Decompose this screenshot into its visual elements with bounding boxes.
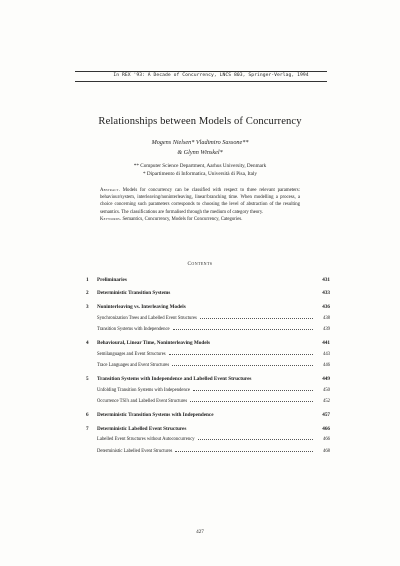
toc-leader-dots: [169, 350, 313, 355]
toc-leader-dots: [200, 314, 313, 319]
toc-subsection-page: 450: [322, 387, 330, 393]
toc-section-title: Behavioural, Linear Time, Noninterleaving Models: [97, 339, 210, 346]
toc-subsection-page: 438: [322, 315, 330, 321]
toc-section[interactable]: [86, 426, 334, 433]
toc-subsection[interactable]: [97, 350, 334, 359]
toc-subsection-page: 446: [322, 363, 330, 369]
toc-section[interactable]: [86, 277, 334, 284]
contents-heading: Contents: [187, 261, 213, 267]
toc-section-page: 441: [322, 339, 330, 346]
toc-section-page: 436: [322, 303, 330, 310]
toc-subsection-title: Trace Languages and Event Structures: [97, 363, 170, 369]
toc-subsection[interactable]: [97, 361, 334, 370]
toc-subsection-title: Unfolding Transition Systems with Independence: [97, 387, 190, 393]
toc-section-number: 3: [86, 303, 89, 310]
toc-section-title: Noninterleaving vs. Interleaving Models: [97, 303, 186, 310]
toc-subsection-title: Synchronization Trees and Labelled Event Structures: [97, 315, 197, 321]
toc-subsection-title: Deterministic Labelled Event Structures: [97, 448, 173, 454]
toc-leader-dots: [198, 435, 313, 440]
toc-section-number: 5: [86, 376, 89, 383]
toc-section-page: 449: [322, 376, 330, 383]
toc-leader-dots: [172, 361, 313, 366]
toc-subsection[interactable]: [97, 386, 334, 395]
paper-title: Relationships between Models of Concurrency: [98, 116, 302, 127]
affiliation-2: * Dipartimento di Informatica, Università di Pisa, Italy: [143, 171, 257, 177]
toc-subsection-title: Labelled Event Structures without Autoconcurrency: [97, 437, 195, 443]
toc-section-number: 1: [86, 277, 89, 283]
toc-subsection[interactable]: [97, 447, 334, 456]
table-of-contents: [86, 277, 334, 456]
page-number: 427: [196, 529, 204, 535]
toc-section[interactable]: [86, 340, 334, 347]
toc-section-number: 4: [86, 339, 89, 346]
header-rule-bottom: [75, 81, 327, 82]
toc-section-title: Deterministic Labelled Event Structures: [97, 425, 187, 432]
toc-subsection[interactable]: [97, 325, 334, 334]
toc-leader-dots: [190, 397, 313, 402]
toc-section-page: 457: [322, 412, 330, 419]
affiliation-1: ** Computer Science Department, Aarhus University, Denmark: [133, 163, 267, 169]
toc-section[interactable]: [86, 290, 334, 297]
toc-subsection-title: Occurrence TSI's and Labelled Event Structures: [97, 399, 188, 405]
header-rule-top: [75, 71, 327, 72]
toc-subsection-page: 468: [322, 448, 330, 454]
abstract: [100, 187, 300, 223]
toc-section-title: Transition Systems with Independence and Labelled Event Structures: [97, 376, 252, 383]
toc-subsection[interactable]: [97, 435, 334, 444]
toc-section-page: 431: [322, 277, 330, 283]
authors-line-2: & Glynn Winskel*: [177, 149, 223, 156]
toc-section-page: 433: [322, 290, 330, 297]
toc-subsection[interactable]: [97, 314, 334, 323]
toc-subsection-title: Semilanguages and Event Structures: [97, 351, 166, 357]
toc-section-number: 7: [86, 425, 89, 432]
abstract-text: Models for concurrency can be classified with respect to three relevant parameters: behaviour/system, interleaving/noninterleaving, linear/branching time. When modelling a process, a choice concerning such parameters corresponds to choosing the level of abstraction of the resulting semantics. The classifications are formalised through the medium of category theory.: [100, 188, 300, 215]
toc-section-page: 466: [322, 425, 330, 432]
toc-section[interactable]: [86, 304, 334, 311]
toc-section-title: Deterministic Transition Systems: [97, 290, 171, 297]
toc-section-number: 2: [86, 290, 89, 297]
keywords-label: Keywords.: [100, 216, 122, 222]
toc-section[interactable]: [86, 376, 334, 383]
keywords-text: Semantics, Concurrency, Models for Concurrency, Categories.: [122, 216, 243, 222]
toc-subsection[interactable]: [97, 397, 334, 406]
abstract-label: Abstract.: [100, 188, 120, 193]
toc-section-title: Deterministic Transition Systems with Independence: [97, 412, 214, 419]
toc-subsection-title: Transition Systems with Independence: [97, 326, 170, 332]
toc-section-number: 6: [86, 412, 89, 419]
toc-section-title: Preliminaries: [97, 277, 127, 283]
toc-leader-dots: [173, 325, 313, 330]
toc-subsection-page: 439: [322, 326, 330, 332]
toc-subsection-page: 452: [322, 399, 330, 405]
toc-leader-dots: [193, 386, 313, 391]
toc-leader-dots: [175, 447, 313, 452]
toc-section[interactable]: [86, 412, 334, 419]
authors-line-1: Mogens Nielsen* Vladimiro Sassone**: [151, 139, 249, 146]
toc-subsection-page: 466: [322, 437, 330, 443]
toc-subsection-page: 443: [322, 351, 330, 357]
running-head: In REX '93: A Decade of Concurrency, LNCS 803, Springer-Verlag, 1994: [113, 73, 309, 78]
